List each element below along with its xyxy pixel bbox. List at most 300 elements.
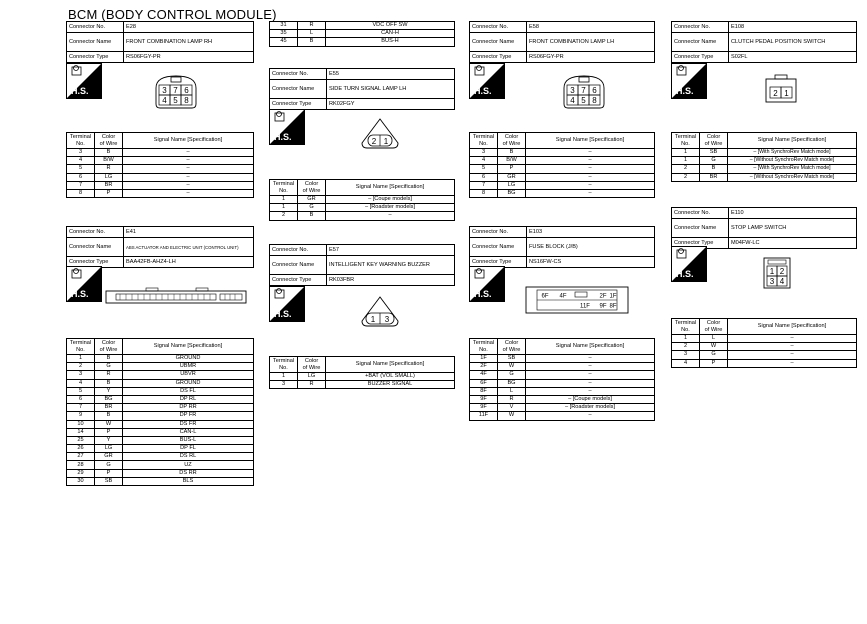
table-row bbox=[270, 30, 455, 38]
table-row bbox=[470, 173, 655, 181]
table-row bbox=[67, 363, 254, 371]
terminal-no-cell: 9F bbox=[470, 395, 498, 403]
wire-color-cell: BR bbox=[95, 181, 123, 189]
signal-name-header: Signal Name [Specification] bbox=[728, 319, 857, 335]
terminal-no-cell: 2 bbox=[672, 165, 700, 173]
svg-text:6: 6 bbox=[592, 86, 597, 95]
wire-color-cell: R bbox=[95, 371, 123, 379]
table-row bbox=[672, 149, 857, 157]
table-row bbox=[672, 343, 857, 351]
terminal-no-header: Terminal No. bbox=[270, 180, 298, 196]
svg-text:2F: 2F bbox=[599, 293, 607, 300]
signal-name-cell: – bbox=[526, 379, 655, 387]
terminal-no-header: Terminal No. bbox=[270, 357, 298, 373]
wire-color-cell: G bbox=[700, 157, 728, 165]
connector-type-label: Connector Type bbox=[672, 238, 729, 249]
terminal-no-header: Terminal No. bbox=[672, 319, 700, 335]
svg-text:6F: 6F bbox=[541, 293, 549, 300]
table-row bbox=[270, 204, 455, 212]
svg-text:3: 3 bbox=[384, 315, 390, 324]
terminal-no-cell: 8 bbox=[470, 189, 498, 197]
wire-color-cell: LG bbox=[298, 373, 326, 381]
wire-color-cell: P bbox=[498, 165, 526, 173]
connector-name-label: Connector Name bbox=[672, 33, 729, 52]
svg-text:H.S.: H.S. bbox=[676, 86, 694, 96]
svg-text:2: 2 bbox=[779, 267, 785, 276]
wire-color-cell: B bbox=[298, 212, 326, 220]
harness-side-icon bbox=[671, 63, 707, 99]
svg-text:2: 2 bbox=[773, 89, 778, 98]
harness-side-icon bbox=[469, 63, 505, 99]
wire-color-header: Color of Wire bbox=[298, 180, 326, 196]
connector-no-label: Connector No. bbox=[270, 245, 327, 256]
terminal-no-cell: 7 bbox=[470, 181, 498, 189]
connector-no-value: E28 bbox=[124, 22, 254, 33]
terminal-no-cell: 4 bbox=[672, 359, 700, 367]
connector-face-e108 bbox=[764, 74, 798, 104]
terminal-no-cell: 45 bbox=[270, 38, 298, 46]
signal-table-e28 bbox=[66, 132, 254, 198]
table-row bbox=[470, 395, 655, 403]
table-row bbox=[67, 445, 254, 453]
connector-face-e28 bbox=[150, 74, 202, 110]
connector-no-value: E41 bbox=[124, 227, 254, 238]
connector-name-value: SIDE TURN SIGNAL LAMP LH bbox=[327, 80, 455, 99]
signal-name-cell: – [Roadster models] bbox=[526, 404, 655, 412]
signal-name-cell: – [With SynchroRev Match mode] bbox=[728, 165, 857, 173]
connector-type-label: Connector Type bbox=[67, 52, 124, 63]
table-row bbox=[67, 173, 254, 181]
wire-color-cell: P bbox=[95, 189, 123, 197]
signal-name-cell: – bbox=[526, 173, 655, 181]
harness-side-icon bbox=[66, 266, 102, 302]
signal-name-cell: – bbox=[123, 189, 254, 197]
wire-color-cell: B/W bbox=[498, 157, 526, 165]
wire-color-cell: P bbox=[700, 359, 728, 367]
signal-name-cell: GROUND bbox=[123, 355, 254, 363]
wire-color-cell: SB bbox=[95, 477, 123, 485]
table-row bbox=[270, 22, 455, 30]
wire-color-cell: B/W bbox=[95, 157, 123, 165]
terminal-no-cell: 29 bbox=[67, 469, 95, 477]
wire-color-cell: W bbox=[498, 363, 526, 371]
terminal-no-cell: 8 bbox=[67, 189, 95, 197]
wire-color-cell: Y bbox=[95, 436, 123, 444]
signal-name-cell: DP RR bbox=[123, 404, 254, 412]
terminal-no-cell: 2 bbox=[672, 343, 700, 351]
wire-color-cell: SB bbox=[498, 355, 526, 363]
signal-name-cell: BUS-H bbox=[326, 38, 455, 46]
signal-name-cell: UBVR bbox=[123, 371, 254, 379]
page-title: BCM (BODY CONTROL MODULE) bbox=[68, 7, 277, 22]
terminal-no-cell: 3 bbox=[470, 149, 498, 157]
table-row bbox=[67, 395, 254, 403]
connector-type-value: RK02FGY bbox=[327, 99, 455, 110]
terminal-no-cell: 6 bbox=[67, 173, 95, 181]
signal-table-continued bbox=[269, 21, 455, 47]
signal-name-cell: – bbox=[526, 165, 655, 173]
terminal-no-cell: 27 bbox=[67, 453, 95, 461]
signal-name-cell: – bbox=[526, 355, 655, 363]
terminal-no-cell: 2 bbox=[67, 363, 95, 371]
signal-table-e58 bbox=[469, 132, 655, 198]
connector-name-label: Connector Name bbox=[67, 238, 124, 257]
connector-face-e110 bbox=[762, 256, 792, 290]
connector-info-e58 bbox=[469, 21, 655, 63]
signal-name-cell: – [Without SynchroRev Match mode] bbox=[728, 173, 857, 181]
terminal-no-cell: 1 bbox=[67, 355, 95, 363]
table-row bbox=[67, 404, 254, 412]
svg-text:8: 8 bbox=[184, 96, 189, 105]
wire-color-cell: G bbox=[95, 461, 123, 469]
connector-name-value: FRONT COMBINATION LAMP LH bbox=[527, 33, 655, 52]
svg-text:1: 1 bbox=[769, 267, 775, 276]
table-row bbox=[470, 363, 655, 371]
table-row bbox=[470, 379, 655, 387]
signal-name-header: Signal Name [Specification] bbox=[123, 133, 254, 149]
connector-name-label: Connector Name bbox=[470, 33, 527, 52]
signal-name-cell: DP FR bbox=[123, 412, 254, 420]
terminal-no-cell: 5 bbox=[470, 165, 498, 173]
signal-table-e108 bbox=[671, 132, 857, 182]
harness-side-icon bbox=[269, 109, 305, 145]
terminal-no-header: Terminal No. bbox=[470, 133, 498, 149]
wire-color-cell: BG bbox=[498, 379, 526, 387]
svg-text:4: 4 bbox=[162, 96, 167, 105]
terminal-no-cell: 7 bbox=[67, 181, 95, 189]
terminal-no-cell: 6 bbox=[67, 395, 95, 403]
connector-type-value: M04FW-LC bbox=[729, 238, 857, 249]
harness-side-icon bbox=[66, 63, 102, 99]
connector-type-label: Connector Type bbox=[470, 257, 527, 268]
wire-color-cell: G bbox=[700, 351, 728, 359]
terminal-no-cell: 3 bbox=[270, 381, 298, 389]
terminal-no-header: Terminal No. bbox=[67, 133, 95, 149]
signal-name-cell: BUS-L bbox=[123, 436, 254, 444]
svg-text:4: 4 bbox=[779, 277, 785, 286]
svg-text:H.S.: H.S. bbox=[71, 86, 89, 96]
terminal-no-cell: 1 bbox=[672, 149, 700, 157]
terminal-no-cell: 1 bbox=[672, 335, 700, 343]
terminal-no-cell: 5 bbox=[67, 387, 95, 395]
connector-face-e55 bbox=[358, 117, 402, 151]
signal-name-cell: – bbox=[123, 173, 254, 181]
wire-color-cell: LG bbox=[95, 173, 123, 181]
wire-color-cell: LG bbox=[498, 181, 526, 189]
svg-text:1: 1 bbox=[383, 137, 389, 146]
terminal-no-cell: 1 bbox=[270, 196, 298, 204]
connector-info-e110 bbox=[671, 207, 857, 249]
connector-no-value: E58 bbox=[527, 22, 655, 33]
signal-name-header: Signal Name [Specification] bbox=[526, 133, 655, 149]
connector-face-e58 bbox=[558, 74, 610, 110]
table-row bbox=[67, 428, 254, 436]
terminal-no-cell: 35 bbox=[270, 30, 298, 38]
connector-type-value: RK03FBR bbox=[327, 275, 455, 286]
wire-color-cell: B bbox=[298, 38, 326, 46]
connector-no-value: E103 bbox=[527, 227, 655, 238]
svg-text:11F: 11F bbox=[580, 303, 590, 310]
wire-color-header: Color of Wire bbox=[95, 339, 123, 355]
terminal-no-cell: 2F bbox=[470, 363, 498, 371]
table-row bbox=[67, 379, 254, 387]
svg-text:4: 4 bbox=[570, 96, 575, 105]
signal-name-cell: – bbox=[526, 387, 655, 395]
connector-no-value: E108 bbox=[729, 22, 857, 33]
connector-type-value: BAA42FB-AHZ4-LH bbox=[124, 257, 254, 268]
terminal-no-cell: 1F bbox=[470, 355, 498, 363]
table-row bbox=[67, 157, 254, 165]
terminal-no-cell: 30 bbox=[67, 477, 95, 485]
terminal-no-cell: 3 bbox=[672, 351, 700, 359]
connector-no-value: E55 bbox=[327, 69, 455, 80]
signal-name-header: Signal Name [Specification] bbox=[326, 357, 455, 373]
wire-color-cell: V bbox=[498, 404, 526, 412]
terminal-no-cell: 1 bbox=[672, 157, 700, 165]
wire-color-cell: BR bbox=[95, 404, 123, 412]
signal-name-header: Signal Name [Specification] bbox=[326, 180, 455, 196]
table-row bbox=[270, 212, 455, 220]
connector-no-label: Connector No. bbox=[470, 227, 527, 238]
signal-name-cell: – [With SynchroRev Match mode] bbox=[728, 149, 857, 157]
terminal-no-cell: 6 bbox=[470, 173, 498, 181]
wire-color-cell: B bbox=[95, 379, 123, 387]
connector-info-e57 bbox=[269, 244, 455, 286]
svg-text:H.S.: H.S. bbox=[274, 309, 292, 319]
svg-text:8: 8 bbox=[592, 96, 597, 105]
connector-name-value: FUSE BLOCK (J/B) bbox=[527, 238, 655, 257]
svg-text:4F: 4F bbox=[559, 293, 567, 300]
wire-color-header: Color of Wire bbox=[700, 133, 728, 149]
harness-side-icon bbox=[469, 266, 505, 302]
table-row bbox=[270, 373, 455, 381]
svg-text:5: 5 bbox=[581, 96, 586, 105]
connector-name-value: CLUTCH PEDAL POSITION SWITCH bbox=[729, 33, 857, 52]
table-row bbox=[67, 436, 254, 444]
terminal-no-cell: 4 bbox=[67, 379, 95, 387]
signal-name-cell: – bbox=[526, 189, 655, 197]
table-row bbox=[672, 157, 857, 165]
connector-no-label: Connector No. bbox=[672, 22, 729, 33]
signal-name-cell: BUZZER SIGNAL bbox=[326, 381, 455, 389]
table-row bbox=[470, 165, 655, 173]
connector-name-label: Connector Name bbox=[270, 80, 327, 99]
signal-name-header: Signal Name [Specification] bbox=[728, 133, 857, 149]
harness-side-icon bbox=[269, 286, 305, 322]
table-row bbox=[67, 453, 254, 461]
connector-name-label: Connector Name bbox=[470, 238, 527, 257]
table-row bbox=[67, 477, 254, 485]
wire-color-cell: B bbox=[95, 412, 123, 420]
terminal-no-header: Terminal No. bbox=[470, 339, 498, 355]
terminal-no-cell: 4 bbox=[470, 157, 498, 165]
signal-name-cell: – bbox=[326, 212, 455, 220]
svg-text:2: 2 bbox=[371, 137, 377, 146]
connector-type-label: Connector Type bbox=[672, 52, 729, 63]
svg-text:3: 3 bbox=[162, 86, 167, 95]
terminal-no-cell: 1 bbox=[270, 373, 298, 381]
signal-name-cell: – [Without SynchroRev Match mode] bbox=[728, 157, 857, 165]
wire-color-cell: G bbox=[498, 371, 526, 379]
wire-color-cell: R bbox=[95, 165, 123, 173]
connector-type-value: RS06FGY-PR bbox=[124, 52, 254, 63]
wire-color-header: Color of Wire bbox=[700, 319, 728, 335]
wire-color-cell: P bbox=[95, 428, 123, 436]
svg-text:1: 1 bbox=[784, 89, 789, 98]
wire-color-cell: B bbox=[95, 149, 123, 157]
table-row bbox=[672, 359, 857, 367]
table-row bbox=[67, 420, 254, 428]
connector-name-value: INTELLIGENT KEY WARNING BUZZER bbox=[327, 256, 455, 275]
signal-name-cell: DP FL bbox=[123, 445, 254, 453]
signal-name-cell: – [Roadster models] bbox=[326, 204, 455, 212]
svg-text:8F: 8F bbox=[609, 303, 617, 310]
connector-name-value: STOP LAMP SWITCH bbox=[729, 219, 857, 238]
signal-table-e57 bbox=[269, 356, 455, 389]
svg-text:3: 3 bbox=[769, 277, 775, 286]
table-row bbox=[67, 412, 254, 420]
wire-color-cell: GR bbox=[498, 173, 526, 181]
wire-color-cell: GR bbox=[298, 196, 326, 204]
wire-color-cell: R bbox=[298, 381, 326, 389]
wire-color-cell: BR bbox=[700, 173, 728, 181]
svg-text:7: 7 bbox=[581, 86, 586, 95]
wire-color-cell: G bbox=[95, 363, 123, 371]
table-row bbox=[67, 165, 254, 173]
signal-table-e41 bbox=[66, 338, 254, 486]
table-row bbox=[67, 387, 254, 395]
table-row bbox=[470, 181, 655, 189]
svg-text:6: 6 bbox=[184, 86, 189, 95]
svg-text:1: 1 bbox=[370, 315, 376, 324]
wire-color-cell: P bbox=[95, 469, 123, 477]
wire-color-cell: B bbox=[95, 355, 123, 363]
table-row bbox=[470, 355, 655, 363]
table-row bbox=[672, 335, 857, 343]
terminal-no-cell: 3 bbox=[67, 149, 95, 157]
svg-text:1F: 1F bbox=[609, 293, 617, 300]
table-row bbox=[672, 173, 857, 181]
signal-name-cell: – bbox=[526, 181, 655, 189]
connector-type-value: S02FL bbox=[729, 52, 857, 63]
connector-name-label: Connector Name bbox=[672, 219, 729, 238]
wire-color-header: Color of Wire bbox=[298, 357, 326, 373]
table-row bbox=[67, 355, 254, 363]
terminal-no-cell: 10 bbox=[67, 420, 95, 428]
terminal-no-cell: 26 bbox=[67, 445, 95, 453]
terminal-no-cell: 11F bbox=[470, 412, 498, 420]
connector-face-e103 bbox=[525, 286, 629, 314]
signal-name-cell: CAN-H bbox=[326, 30, 455, 38]
svg-text:H.S.: H.S. bbox=[474, 86, 492, 96]
signal-name-cell: UZ bbox=[123, 461, 254, 469]
wire-color-cell: W bbox=[700, 343, 728, 351]
signal-name-cell: – bbox=[123, 149, 254, 157]
terminal-no-cell: 6F bbox=[470, 379, 498, 387]
table-row bbox=[270, 38, 455, 46]
terminal-no-cell: 4 bbox=[67, 157, 95, 165]
signal-name-header: Signal Name [Specification] bbox=[123, 339, 254, 355]
connector-no-label: Connector No. bbox=[270, 69, 327, 80]
signal-name-cell: – [Coupe models] bbox=[326, 196, 455, 204]
svg-text:H.S.: H.S. bbox=[274, 132, 292, 142]
wire-color-cell: BG bbox=[498, 189, 526, 197]
signal-name-cell: – bbox=[728, 343, 857, 351]
connector-no-label: Connector No. bbox=[470, 22, 527, 33]
signal-name-header: Signal Name [Specification] bbox=[526, 339, 655, 355]
connector-info-e28 bbox=[66, 21, 254, 63]
terminal-no-header: Terminal No. bbox=[672, 133, 700, 149]
table-row bbox=[67, 181, 254, 189]
wire-color-cell: R bbox=[498, 395, 526, 403]
signal-name-cell: GROUND bbox=[123, 379, 254, 387]
wire-color-cell: BG bbox=[95, 395, 123, 403]
wire-color-cell: L bbox=[700, 335, 728, 343]
connector-face-e57 bbox=[356, 295, 404, 329]
svg-text:5: 5 bbox=[173, 96, 178, 105]
signal-name-cell: +BAT (VOL SMALL) bbox=[326, 373, 455, 381]
signal-name-cell: – bbox=[526, 371, 655, 379]
signal-name-cell: – bbox=[123, 165, 254, 173]
wire-color-cell: LG bbox=[95, 445, 123, 453]
signal-name-cell: UBMR bbox=[123, 363, 254, 371]
wire-color-cell: B bbox=[498, 149, 526, 157]
signal-name-cell: DS FR bbox=[123, 420, 254, 428]
table-row bbox=[270, 196, 455, 204]
svg-text:3: 3 bbox=[570, 86, 575, 95]
connector-no-label: Connector No. bbox=[67, 227, 124, 238]
wire-color-cell: R bbox=[298, 22, 326, 30]
wire-color-cell: G bbox=[298, 204, 326, 212]
svg-text:H.S.: H.S. bbox=[71, 289, 89, 299]
signal-name-cell: DS RL bbox=[123, 453, 254, 461]
connector-type-value: NS16FW-CS bbox=[527, 257, 655, 268]
table-row bbox=[672, 165, 857, 173]
wire-color-cell: SB bbox=[700, 149, 728, 157]
terminal-no-cell: 4F bbox=[470, 371, 498, 379]
connector-type-label: Connector Type bbox=[470, 52, 527, 63]
signal-name-cell: BLS bbox=[123, 477, 254, 485]
terminal-no-cell: 2 bbox=[672, 173, 700, 181]
harness-side-icon bbox=[671, 246, 707, 282]
connector-no-value: E57 bbox=[327, 245, 455, 256]
connector-info-e41 bbox=[66, 226, 254, 268]
terminal-no-header: Terminal No. bbox=[67, 339, 95, 355]
connector-info-e103 bbox=[469, 226, 655, 268]
signal-name-cell: CAN-L bbox=[123, 428, 254, 436]
signal-name-cell: – bbox=[728, 359, 857, 367]
table-row bbox=[672, 351, 857, 359]
connector-name-label: Connector Name bbox=[270, 256, 327, 275]
table-row bbox=[470, 404, 655, 412]
terminal-no-cell: 1 bbox=[270, 204, 298, 212]
table-row bbox=[470, 387, 655, 395]
signal-name-cell: – bbox=[728, 335, 857, 343]
connector-type-label: Connector Type bbox=[67, 257, 124, 268]
terminal-no-cell: 2 bbox=[270, 212, 298, 220]
connector-no-label: Connector No. bbox=[672, 208, 729, 219]
terminal-no-cell: 9F bbox=[470, 404, 498, 412]
connector-no-label: Connector No. bbox=[67, 22, 124, 33]
terminal-no-cell: 25 bbox=[67, 436, 95, 444]
terminal-no-cell: 31 bbox=[270, 22, 298, 30]
terminal-no-cell: 14 bbox=[67, 428, 95, 436]
connector-face-e41 bbox=[104, 286, 250, 308]
table-row bbox=[470, 189, 655, 197]
wire-color-header: Color of Wire bbox=[498, 133, 526, 149]
table-row bbox=[67, 371, 254, 379]
signal-name-cell: – bbox=[526, 157, 655, 165]
